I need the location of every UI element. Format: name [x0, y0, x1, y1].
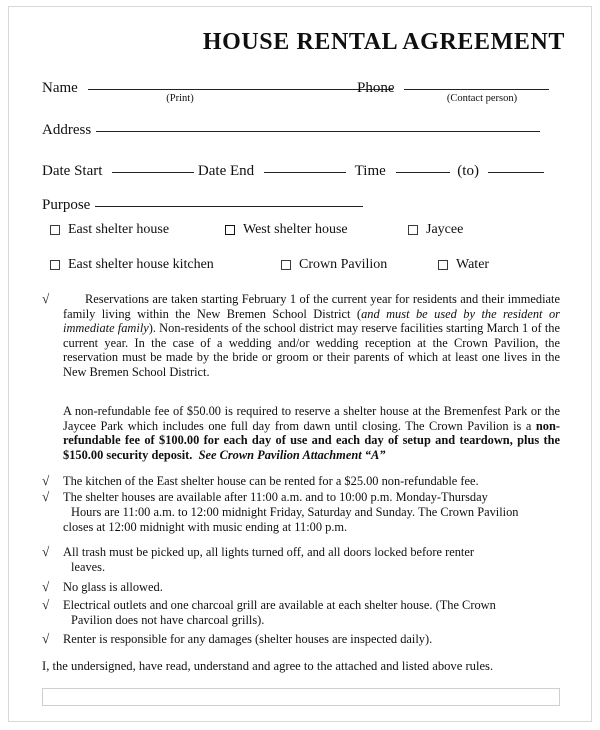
bullet-rule-4-icon: √ — [42, 579, 50, 594]
time-end-input-line[interactable] — [488, 160, 544, 173]
date-end-label: Date End — [197, 163, 255, 179]
page-title: HOUSE RENTAL AGREEMENT — [202, 29, 565, 55]
rule-hours-line-1: The shelter houses are available after 11:00 a.m. and to 10:00 p.m. Monday-Thursday — [63, 490, 488, 504]
bullet-rule-1-icon: √ — [42, 473, 50, 488]
checkbox-east-shelter-house-kitchen[interactable] — [50, 256, 214, 274]
address-field-row — [42, 119, 540, 139]
checkbox-west-shelter-house[interactable] — [225, 221, 348, 239]
fees-text-part1: A non-refundable fee of $50.00 is required to reserve a shelter house at the Bremenfest Park or the Jaycee Park which includes one full day from dawn until closing. The Crown Pavilion is a — [63, 404, 560, 433]
rule-item-hours — [63, 490, 563, 535]
fees-text-bold: non-refundable fee of $100.00 for each day of use and each day of setup and teardown, plus the $150.00 security deposit. — [63, 418, 560, 462]
checkbox-icon[interactable] — [225, 225, 235, 235]
rule-hours-line-3: closes at 12:00 midnight with music ending at 11:00 p.m. — [63, 520, 348, 534]
bullet-rule-2-icon: √ — [42, 489, 50, 504]
facility-checkbox-row-1 — [0, 221, 600, 239]
signature-input-box[interactable] — [42, 688, 560, 706]
checkbox-label: East shelter house — [68, 222, 170, 237]
fees-attachment-note: See Crown Pavilion Attachment “A” — [198, 447, 386, 462]
rule-outlets-line-1: Electrical outlets and one charcoal grill are available at each shelter house. (The Crown — [63, 598, 496, 612]
checkbox-icon[interactable] — [281, 260, 291, 270]
bullet-reservations-icon: √ — [42, 291, 50, 306]
name-label: Name — [42, 80, 78, 96]
name-input-line[interactable] — [88, 77, 393, 90]
time-start-input-line[interactable] — [396, 160, 450, 173]
checkbox-icon[interactable] — [408, 225, 418, 235]
phone-input-line[interactable] — [404, 77, 549, 90]
date-time-field-row — [42, 160, 544, 180]
checkbox-label: West shelter house — [243, 222, 348, 237]
bullet-rule-6-icon: √ — [42, 631, 50, 646]
address-input-line[interactable] — [96, 119, 540, 132]
rule-item-no-glass: No glass is allowed. — [63, 580, 163, 594]
checkbox-icon[interactable] — [438, 260, 448, 270]
rule-item-kitchen-rental: The kitchen of the East shelter house can be rented for a $25.00 non-refundable fee. — [63, 474, 479, 488]
phone-label: Phone — [357, 80, 395, 96]
checkbox-east-shelter-house[interactable] — [50, 221, 169, 239]
checkbox-jaycee[interactable] — [408, 221, 463, 239]
checkbox-label: Crown Pavilion — [299, 257, 388, 272]
rule-item-damages: Renter is responsible for any damages (shelter houses are inspected daily). — [63, 632, 433, 646]
reservations-text-part2: ). Non-residents of the school district may reserve facilities starting March 1 of the current year. In the case of a wedding and/or wedding reception at the Crown Pavilion, the reservation must be made by the bride or groom or their parents of which at least one lives in the New Bremen School District. — [63, 321, 560, 379]
time-label: Time — [354, 163, 386, 179]
reservations-text-part1: Reservations are taken starting February 1 of the current year for residents and their immediate family living within the New Bremen School District ( — [63, 292, 560, 321]
reservations-text-italic: and must be used by the resident or immediate family — [63, 306, 560, 336]
rule-item-trash-lights-doors — [63, 545, 563, 575]
bullet-rule-3-icon: √ — [42, 544, 50, 559]
purpose-field-row — [42, 194, 363, 214]
facility-checkbox-row-2 — [0, 256, 600, 274]
purpose-label: Purpose — [42, 197, 91, 213]
date-start-label: Date Start — [42, 163, 103, 179]
checkbox-label: Jaycee — [426, 222, 464, 237]
address-label: Address — [42, 122, 92, 138]
purpose-input-line[interactable] — [95, 194, 363, 207]
checkbox-crown-pavilion[interactable] — [281, 256, 387, 274]
rule-outlets-line-2: Pavilion does not have charcoal grills). — [71, 613, 265, 627]
rule-trash-line-2: leaves. — [71, 560, 106, 574]
checkbox-icon[interactable] — [50, 260, 60, 270]
checkbox-label: Water — [456, 257, 490, 272]
checkbox-label: East shelter house kitchen — [68, 257, 214, 272]
rule-trash-line-1: All trash must be picked up, all lights turned off, and all doors locked before renter — [63, 545, 474, 559]
rule-hours-line-2: Hours are 11:00 a.m. to 12:00 midnight Friday, Saturday and Sunday. The Crown Pavilion — [71, 505, 519, 519]
checkbox-icon[interactable] — [50, 225, 60, 235]
date-start-input-line[interactable] — [112, 160, 194, 173]
rule-item-outlets-grill — [63, 598, 563, 628]
checkbox-water[interactable] — [438, 256, 489, 274]
paragraph-reservations — [63, 292, 560, 380]
phone-sublabel: (Contact person) — [446, 93, 518, 104]
date-end-input-line[interactable] — [264, 160, 346, 173]
time-to-label: (to) — [457, 163, 479, 179]
bullet-rule-5-icon: √ — [42, 597, 50, 612]
agreement-statement: I, the undersigned, have read, understand and agree to the attached and listed above rules. — [42, 659, 494, 673]
name-sublabel: (Print) — [166, 93, 194, 104]
paragraph-fees — [63, 404, 560, 462]
